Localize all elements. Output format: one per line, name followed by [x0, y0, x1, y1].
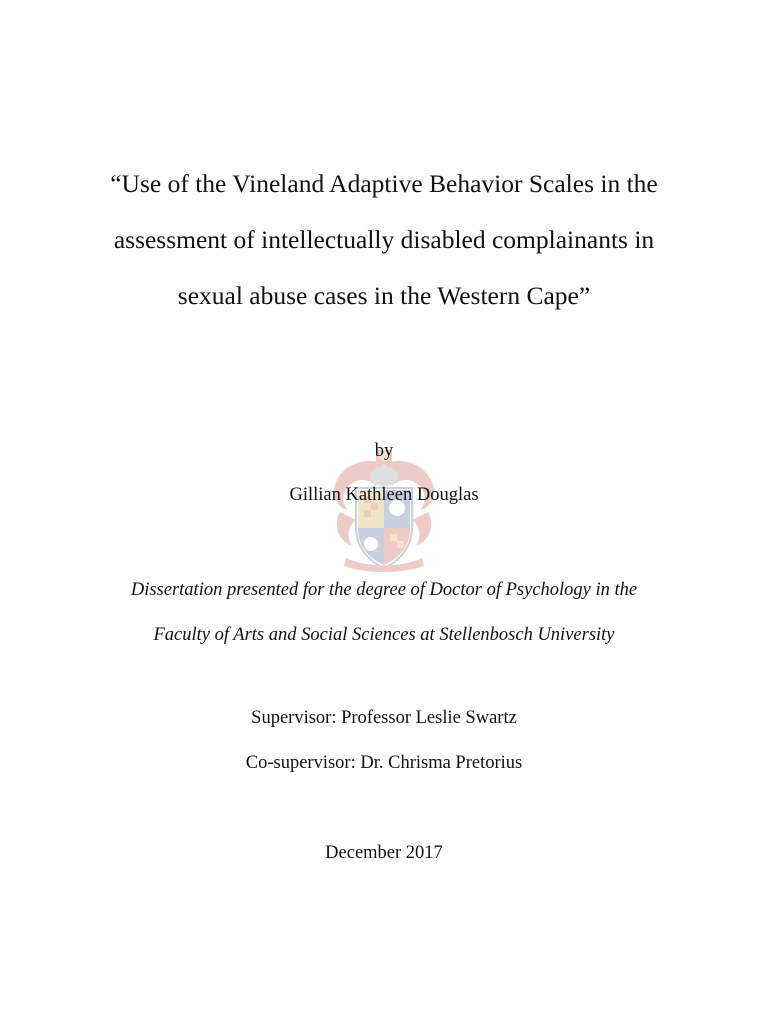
author-name: Gillian Kathleen Douglas	[289, 485, 479, 505]
submission-date: December 2017	[325, 843, 443, 863]
university-crest-icon	[326, 446, 442, 574]
degree-statement	[64, 568, 704, 658]
supervisor-line: Supervisor: Professor Leslie Swartz	[251, 708, 517, 728]
degree-line: Dissertation presented for the degree of Doctor of Psychology in the	[130, 580, 638, 600]
dissertation-title	[64, 156, 704, 324]
degree-line: Faculty of Arts and Social Sciences at Stellenbosch University	[153, 625, 615, 645]
by-label: by	[374, 441, 394, 461]
title-line: “Use of the Vineland Adaptive Behavior Scales in the	[110, 169, 658, 198]
co-supervisor-line: Co-supervisor: Dr. Chrisma Pretorius	[245, 753, 523, 773]
title-line: assessment of intellectually disabled complainants in	[113, 225, 655, 254]
title-line: sexual abuse cases in the Western Cape”	[177, 281, 591, 310]
